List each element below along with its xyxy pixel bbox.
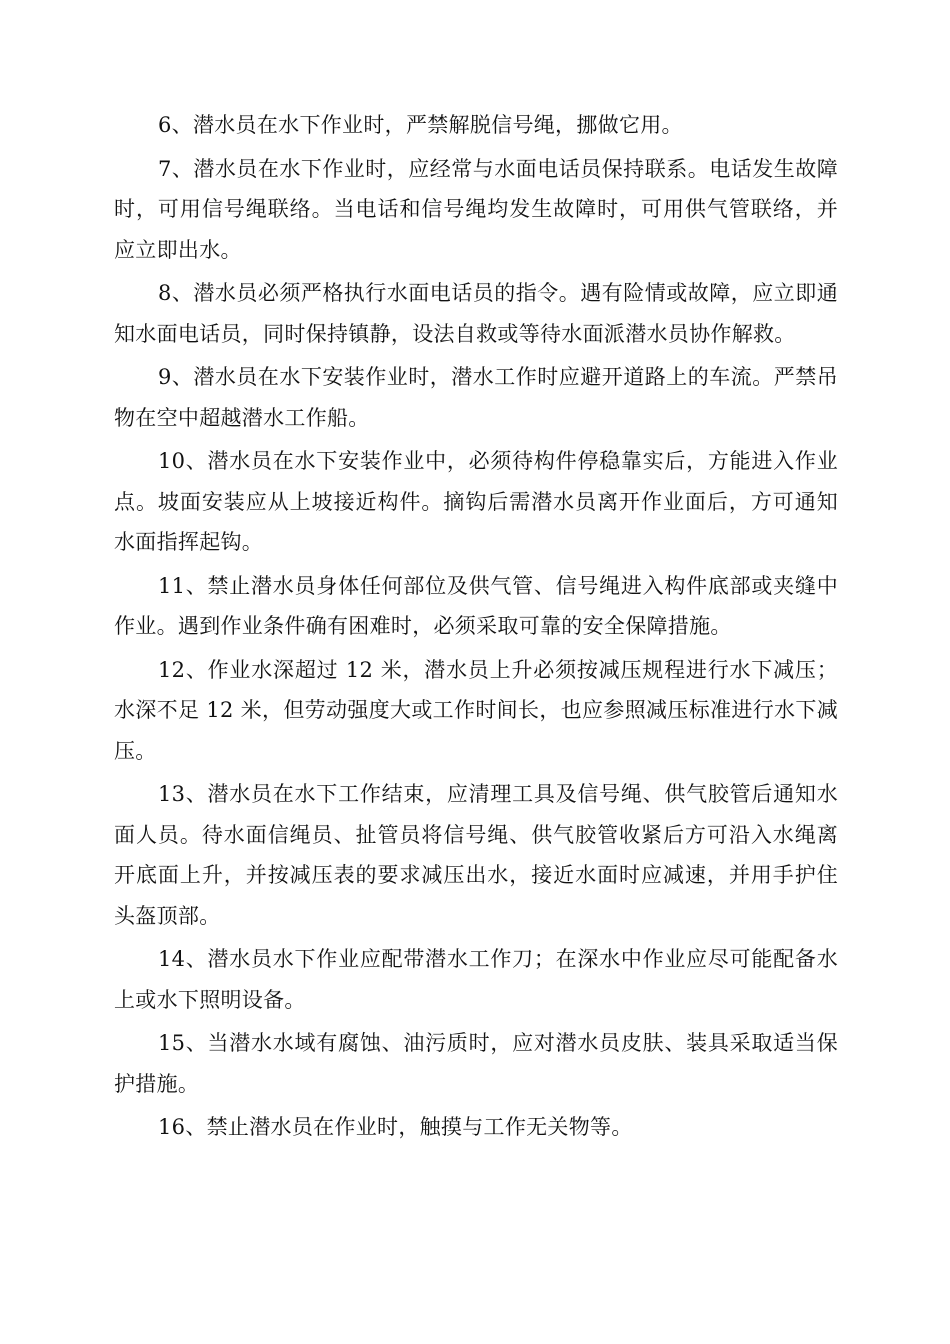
paragraph-item-10: 10、潜水员在水下安装作业中，必须待构件停稳靠实后，方能进入作业点。坡面安装应从上坡接近构件。摘钩后需潜水员离开作业面后，方可通知水面指挥起钩。 xyxy=(114,449,838,554)
paragraph-item-13: 13、潜水员在水下工作结束，应清理工具及信号绳、供气胶管后通知水面人员。待水面信绳员、扯管员将信号绳、供气胶管收紧后方可沿入水绳离开底面上升，并按减压表的要求减压出水，接近水面时应减速，并用手护住头盔顶部。 xyxy=(114,782,838,928)
paragraph-item-8: 8、潜水员必须严格执行水面电话员的指令。遇有险情或故障，应立即通知水面电话员，同时保持镇静，设法自救或等待水面派潜水员协作解救。 xyxy=(114,281,838,346)
paragraph-item-6: 6、潜水员在水下作业时，严禁解脱信号绳，挪做它用。 xyxy=(158,113,683,137)
paragraph-item-16: 16、禁止潜水员在作业时，触摸与工作无关物等。 xyxy=(158,1115,633,1139)
paragraph-item-7: 7、潜水员在水下作业时，应经常与水面电话员保持联系。电话发生故障时，可用信号绳联络。当电话和信号绳均发生故障时，可用供气管联络，并应立即出水。 xyxy=(114,156,838,262)
paragraph-item-15: 15、当潜水水域有腐蚀、油污质时，应对潜水员皮肤、装具采取适当保护措施。 xyxy=(114,1031,838,1096)
paragraph-item-9: 9、潜水员在水下安装作业时，潜水工作时应避开道路上的车流。严禁吊物在空中超越潜水工作船。 xyxy=(114,365,838,430)
paragraph-item-12: 12、作业水深超过 12 米，潜水员上升必须按减压规程进行水下减压；水深不足 12 米，但劳动强度大或工作时间长，也应参照减压标准进行水下减压。 xyxy=(114,657,838,763)
paragraph-item-11: 11、禁止潜水员身体任何部位及供气管、信号绳进入构件底部或夹缝中作业。遇到作业条件确有困难时，必须采取可靠的安全保障措施。 xyxy=(114,573,838,638)
paragraph-item-14: 14、潜水员水下作业应配带潜水工作刀；在深水中作业应尽可能配备水上或水下照明设备。 xyxy=(114,947,838,1012)
document-body xyxy=(114,105,838,1151)
